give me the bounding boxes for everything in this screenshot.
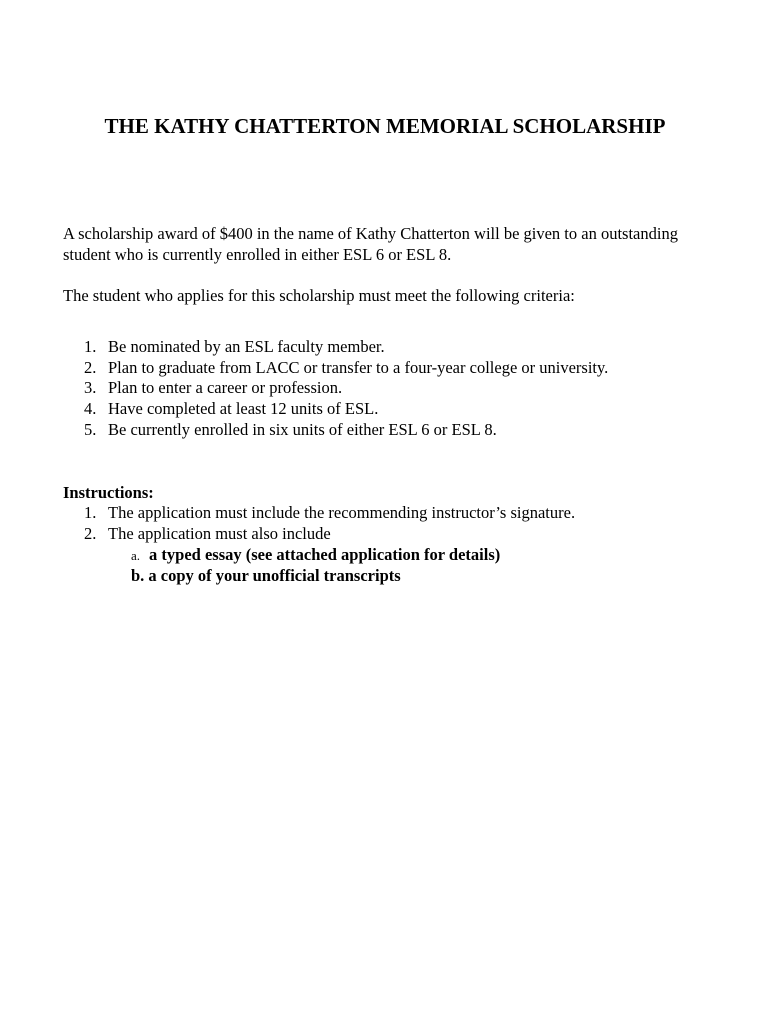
criteria-item-text: Plan to graduate from LACC or transfer to a four-year college or university. [108,357,609,377]
criteria-item-number: 3. [84,378,97,398]
subitem-text: a typed essay (see attached application for details) [149,545,501,564]
criteria-item-text: Plan to enter a career or profession. [108,378,343,398]
criteria-item-text: Have completed at least 12 units of ESL. [108,399,379,419]
criteria-item-number: 1. [84,337,97,356]
intro-paragraph: A scholarship award of $400 in the name of Kathy Chatterton will be given to an outstanding student who is currently enrolled in either ESL 6 or ESL 8. [63,224,678,264]
criteria-item-number: 2. [84,357,97,377]
criteria-item-number: 4. [84,399,97,419]
criteria-item [63,420,723,441]
criteria-item [63,399,723,420]
instructions-list [63,503,723,544]
criteria-lead-paragraph: The student who applies for this scholarship must meet the following criteria: [63,286,575,305]
criteria-list [63,337,723,441]
instruction-item-text: The application must also include [108,523,331,543]
instruction-item-number: 2. [84,523,97,543]
instruction-item [63,503,723,524]
instruction-item-number: 1. [84,503,97,522]
criteria-item [63,358,723,379]
instruction-subitem-a [131,544,500,566]
instruction-subitem-b: b. a copy of your unofficial transcripts [131,566,401,585]
criteria-item-number: 5. [84,419,97,439]
instruction-item-text: The application must include the recommending instructor’s signature. [108,503,576,522]
criteria-item-text: Be nominated by an ESL faculty member. [108,337,385,356]
instruction-item [63,524,723,545]
subitem-marker: a. [131,548,141,563]
document-title: THE KATHY CHATTERTON MEMORIAL SCHOLARSHIP [104,114,666,138]
criteria-item [63,337,723,358]
criteria-item [63,378,723,399]
criteria-item-text: Be currently enrolled in six units of either ESL 6 or ESL 8. [108,419,497,439]
instructions-heading: Instructions: [63,483,154,502]
